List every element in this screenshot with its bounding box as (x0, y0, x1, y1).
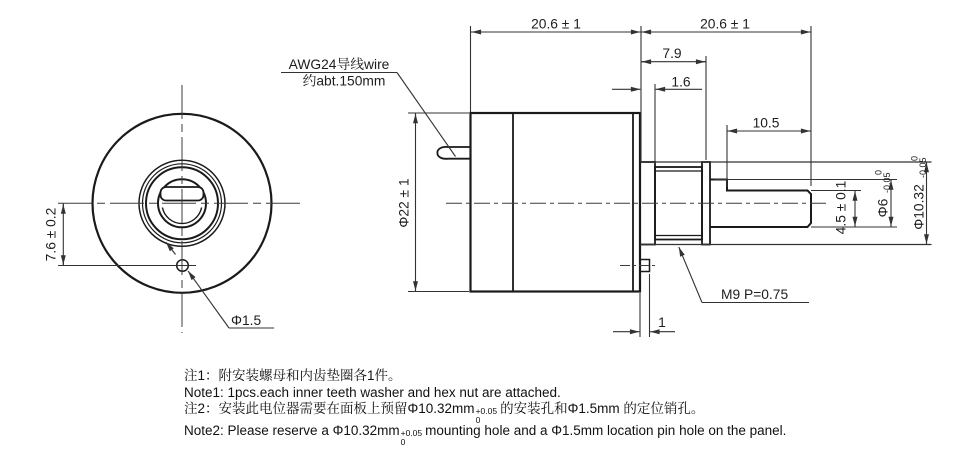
thread-label: M9 P=0.75 (721, 287, 789, 302)
note2-en: Note2: Please reserve a Φ10.32mm +0.05 0 mounting hole and a Φ1.5mm location pin hole on the panel. (184, 423, 787, 447)
dim-body-length-label: 20.6 ± 1 (531, 16, 581, 32)
dim-flat-length-label: 10.5 (752, 115, 780, 131)
body-rect (471, 113, 641, 292)
note1-cn: 注1：附安装螺母和内齿垫圈各1件。 (184, 368, 402, 383)
dim-pin-hole-label: Φ1.5 (231, 313, 262, 328)
dim-pin-offset-label: 7.6 ± 0.2 (43, 207, 59, 262)
svg-text:0: 0 (909, 155, 920, 161)
note1-en: Note1: 1pcs.each inner teeth washer and hex nut are attached. (184, 384, 561, 400)
dimension-lines (58, 26, 932, 337)
side-view-centerlines (446, 203, 828, 265)
front-view-centerlines (58, 85, 302, 333)
side-view-outline (437, 113, 811, 292)
dim-shaft-diameter-label (874, 170, 893, 217)
hole-tolerance-stack-en: +0.05 0 (400, 428, 423, 447)
notes-block (184, 368, 786, 445)
svg-text:Φ10.32: Φ10.32 (911, 184, 927, 230)
dim-pilot-length-label: 1.6 (671, 74, 691, 90)
dim-bushing-diameter-label (910, 156, 929, 230)
wire-label-line2: 约abt.150mm (302, 73, 386, 89)
dimension-labels (44, 17, 929, 331)
dim-flat-height-label: 4.5 ± 0.1 (833, 180, 849, 235)
svg-text:Φ6: Φ6 (875, 198, 891, 218)
svg-text:-0.05: -0.05 (918, 157, 928, 178)
wire-label-line1: AWG24导线wire (288, 57, 390, 72)
dim-bushing-length-label: 7.9 (662, 46, 682, 61)
svg-text:-0.05: -0.05 (882, 172, 892, 193)
note2-cn: 注2：安装此电位器需要在面板上预留Φ10.32mm +0.05 0 的安装孔和Φ1.5mm 的定位销孔。 (184, 401, 705, 425)
svg-text:0: 0 (873, 169, 884, 175)
wire-tab (437, 147, 470, 159)
dim-body-diameter-label: Φ22 ± 1 (396, 178, 412, 228)
hole-tolerance-stack: +0.05 0 (475, 406, 498, 425)
dim-pin-protrusion-label: 1 (658, 315, 666, 330)
dim-shaft-length-label: 20.6 ± 1 (700, 16, 750, 32)
